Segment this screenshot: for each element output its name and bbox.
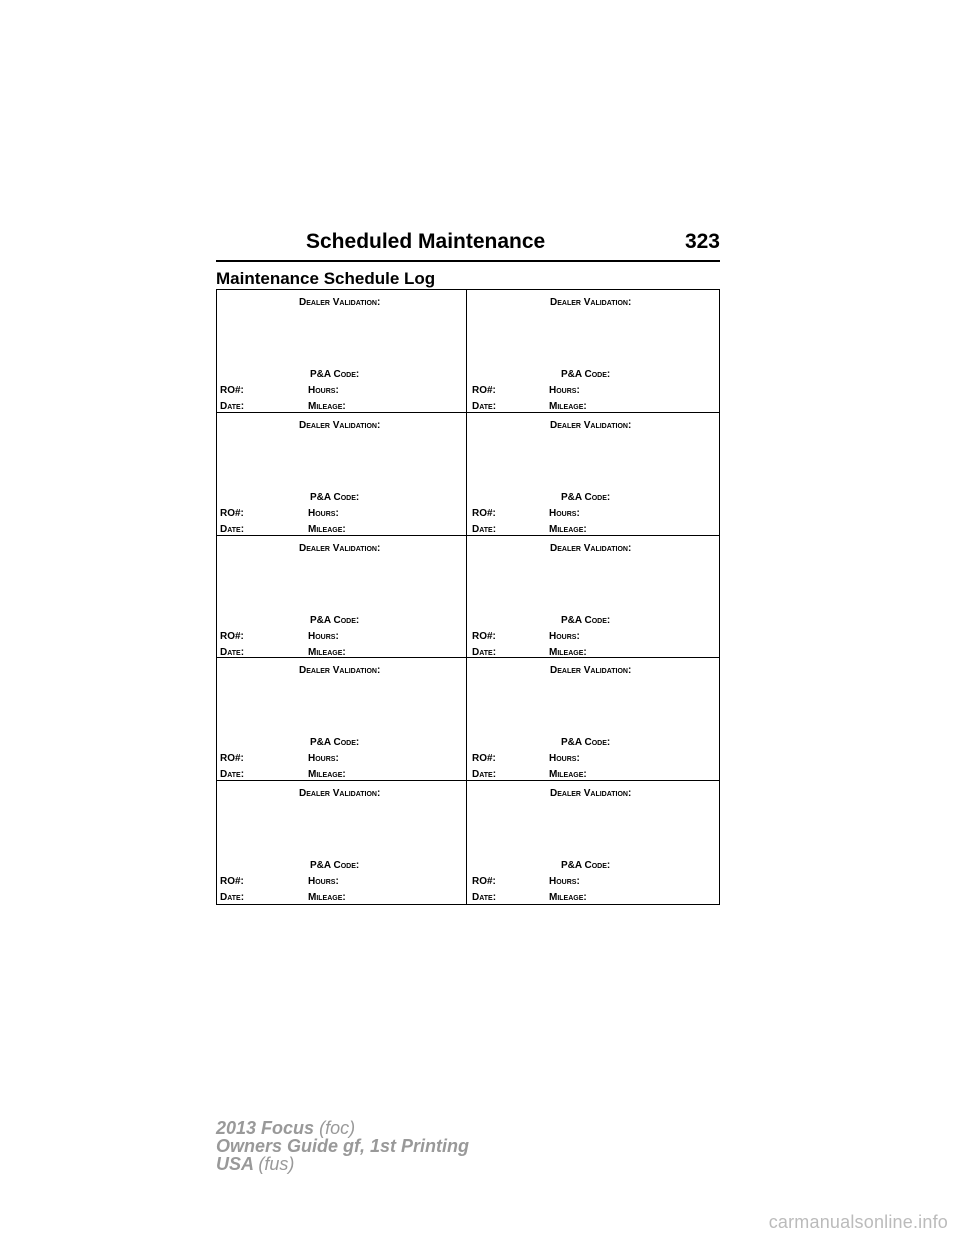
pa-code-label: P&A Code: (561, 614, 611, 626)
log-entry-cell (217, 413, 467, 536)
dealer-validation-label: Dealer Validation: (550, 297, 632, 308)
date-label: Date: (472, 401, 497, 412)
mileage-label: Mileage: (549, 769, 587, 781)
hours-label: Hours: (549, 507, 580, 519)
hours-label: Hours: (308, 385, 339, 396)
hours-label: Hours: (308, 753, 339, 765)
date-label: Date: (472, 892, 497, 904)
log-entry-cell (467, 290, 719, 413)
maintenance-log-table (216, 289, 720, 905)
mileage-label: Mileage: (308, 523, 346, 535)
document-footer (216, 1119, 469, 1173)
pa-code-label: P&A Code: (310, 369, 360, 380)
ro-number-label: RO#: (472, 630, 496, 642)
footer-line-guide (216, 1137, 469, 1155)
dealer-validation-label: Dealer Validation: (550, 542, 632, 554)
date-label: Date: (220, 769, 245, 781)
ro-number-label: RO#: (220, 507, 244, 519)
ro-number-label: RO#: (220, 385, 244, 396)
date-label: Date: (220, 892, 245, 904)
mileage-label: Mileage: (549, 646, 587, 658)
footer-guide: Owners Guide gf, 1st Printing (216, 1136, 470, 1156)
pa-code-label: P&A Code: (310, 860, 360, 872)
log-entry-cell (467, 781, 719, 904)
pa-code-label: P&A Code: (561, 369, 611, 380)
hours-label: Hours: (308, 507, 339, 519)
log-entry-cell (217, 658, 467, 781)
dealer-validation-label: Dealer Validation: (550, 419, 632, 431)
mileage-label: Mileage: (308, 401, 346, 412)
date-label: Date: (220, 401, 245, 412)
ro-number-label: RO#: (472, 385, 496, 396)
footer-model: 2013 Focus (216, 1118, 315, 1138)
hours-label: Hours: (549, 753, 580, 765)
hours-label: Hours: (308, 876, 339, 888)
hours-label: Hours: (549, 385, 580, 396)
ro-number-label: RO#: (472, 753, 496, 765)
footer-model-code: (foc) (319, 1118, 356, 1138)
mileage-label: Mileage: (549, 401, 587, 412)
pa-code-label: P&A Code: (561, 860, 611, 872)
date-label: Date: (472, 769, 497, 781)
dealer-validation-label: Dealer Validation: (299, 788, 381, 800)
footer-line-model (216, 1119, 469, 1137)
mileage-label: Mileage: (549, 523, 587, 535)
page-number: 323 (684, 230, 720, 253)
hours-label: Hours: (549, 876, 580, 888)
dealer-validation-label: Dealer Validation: (299, 665, 381, 677)
dealer-validation-label: Dealer Validation: (550, 665, 632, 677)
dealer-validation-label: Dealer Validation: (299, 542, 381, 554)
watermark: carmanualsonline.info (768, 1212, 948, 1232)
pa-code-label: P&A Code: (561, 737, 611, 749)
log-entry-cell (467, 536, 719, 659)
hours-label: Hours: (549, 630, 580, 642)
mileage-label: Mileage: (549, 892, 587, 904)
hours-label: Hours: (308, 630, 339, 642)
log-entry-cell (217, 781, 467, 904)
ro-number-label: RO#: (220, 630, 244, 642)
date-label: Date: (472, 646, 497, 658)
ro-number-label: RO#: (220, 876, 244, 888)
mileage-label: Mileage: (308, 646, 346, 658)
pa-code-label: P&A Code: (561, 491, 611, 503)
log-entry-cell (467, 658, 719, 781)
date-label: Date: (220, 646, 245, 658)
dealer-validation-label: Dealer Validation: (299, 419, 381, 431)
section-heading: Maintenance Schedule Log (216, 269, 436, 288)
ro-number-label: RO#: (220, 753, 244, 765)
footer-region: USA (216, 1154, 254, 1174)
pa-code-label: P&A Code: (310, 614, 360, 626)
mileage-label: Mileage: (308, 892, 346, 904)
log-entry-cell (217, 290, 467, 413)
mileage-label: Mileage: (308, 769, 346, 781)
log-entry-cell (217, 536, 467, 659)
ro-number-label: RO#: (472, 507, 496, 519)
pa-code-label: P&A Code: (310, 491, 360, 503)
page-header (216, 230, 720, 262)
footer-region-code: (fus) (258, 1154, 295, 1174)
footer-line-region (216, 1155, 469, 1173)
dealer-validation-label: Dealer Validation: (550, 788, 632, 800)
ro-number-label: RO#: (472, 876, 496, 888)
date-label: Date: (472, 523, 497, 535)
page-title: Scheduled Maintenance (306, 230, 546, 253)
date-label: Date: (220, 523, 245, 535)
dealer-validation-label: Dealer Validation: (299, 297, 381, 308)
pa-code-label: P&A Code: (310, 737, 360, 749)
log-entry-cell (467, 413, 719, 536)
